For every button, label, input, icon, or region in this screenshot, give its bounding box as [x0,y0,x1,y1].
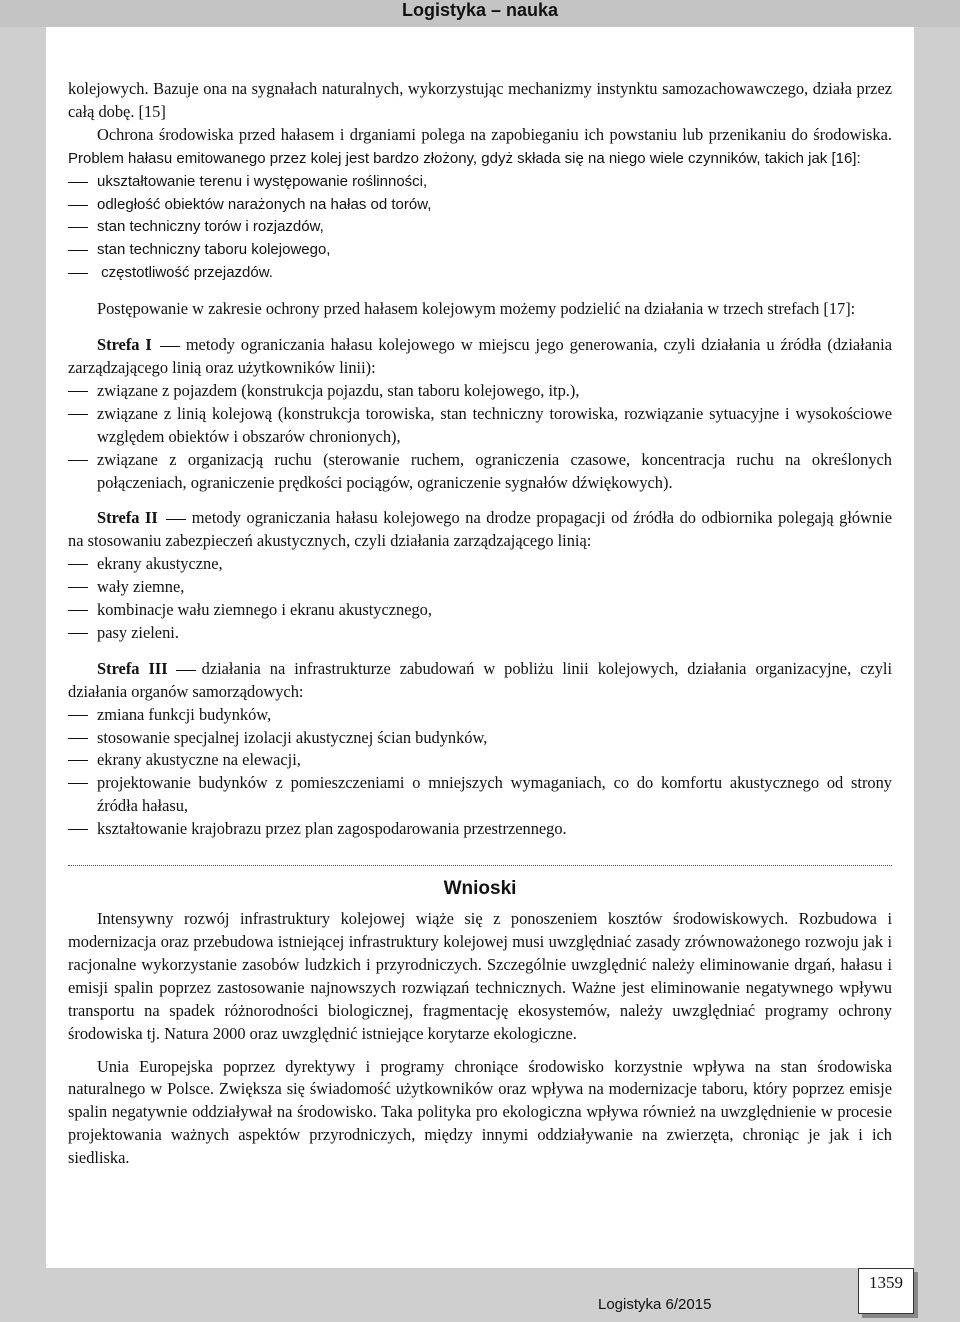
paragraph-protection-b: Problem hałasu emitowanego przez kolej jest bardzo złożony, gdyż składa się na niego wiele czynników, takich jak [16]: [68,149,861,167]
list-item: stan techniczny taboru kolejowego, [68,239,892,262]
dash-bullet-icon [68,564,88,565]
conclusions-paragraph-2: Unia Europejska poprzez dyrektywy i programy chroniące środowisko korzystnie wpływa na stan środowiska naturalnego w Polsce. Zwiększa się świadomość użytkowników oraz wpływa na modernizacje taboru, który poprzez emisje spalin negatywnie oddziaływał na środowisko. Taka polityka pro ekologiczna wpływa również na uwzględnienie w procesie projektowania ważnych aspektów przyrodniczych, między innymi oddziaływanie na zwierzęta, chroniąc je jak i ich siedliska. [68,1056,892,1168]
list-item: wały ziemne, [68,576,892,599]
strefa-2-label: Strefa II [97,508,158,528]
strefa-3-text: działania na infrastrukturze zabudowań w pobliżu linii kolejowych, działania organizacyjne, czyli działania organów samorządowych: [68,658,893,701]
strefa-2-text: metody ograniczania hałasu kolejowego na drodze propagacji od źródła do odbiornika polegają głównie na stosowaniu zabezpieczeń akustycznych, czyli działania zarządzającego linią: [68,508,892,551]
dash-icon [166,519,186,520]
list-item: ekrany akustyczne, [68,553,892,576]
dash-bullet-icon [68,783,88,784]
list-item: ukształtowanie terenu i występowanie roślinności, [68,171,892,194]
strefa-2-list [68,553,892,645]
strefa-3-label: Strefa III [97,658,168,678]
dash-bullet-icon [68,273,88,274]
list-item: związane z linią kolejową (konstrukcja torowiska, stan techniczny torowiska, rozwiązanie sytuacyjne i wysokościowe względem obiektów i obszarów chronionych), [68,403,892,449]
footer-band [0,1268,960,1322]
strefa-3-list [68,704,892,841]
dash-bullet-icon [68,829,88,830]
conclusions-paragraph-1: Intensywny rozwój infrastruktury kolejowej wiąże się z ponoszeniem kosztów środowiskowych. Rozbudowa i modernizacja oraz przebudowa istniejącej infrastruktury kolejowej musi uwzględniać zasady zrównoważonego rozwoju jak i racjonalne wykorzystanie zasobów ludzkich i przyrodniczych. Szczególnie uwzględnić należy eliminowanie drgań, hałasu i emisji spalin poprzez zastosowanie najnowszych rozwiązań technicznych. Ważne jest eliminowanie negatywnego wpływu transportu na spadek różnorodności biologicznej, fragmentację ekosystemów, należy uwzględniać programy ochrony środowiska tj. Natura 2000 oraz uwzględnić istniejące korytarze ekologiczne. [68,909,892,1043]
dash-bullet-icon [68,414,88,415]
dash-bullet-icon [68,182,88,183]
body-text [68,78,892,1170]
list-item: kombinacje wału ziemnego i ekranu akustycznego, [68,599,892,622]
factors-list [68,171,892,286]
dash-bullet-icon [68,587,88,588]
list-item: związane z pojazdem (konstrukcja pojazdu, stan taboru kolejowego, itp.), [68,380,892,403]
section-title-wnioski: Wnioski [443,878,517,900]
list-item: ekrany akustyczne na elewacji, [68,749,892,772]
dash-icon [176,670,196,671]
strefa-3-paragraph [68,658,892,704]
section-divider [68,865,892,866]
dash-bullet-icon [68,738,88,739]
dash-bullet-icon [68,760,88,761]
list-item: pasy zieleni. [68,622,892,645]
running-header: Logistyka – nauka [401,0,559,20]
footer-journal-name: Logistyka 6/2015 [598,1296,712,1313]
right-margin-band [914,0,960,1322]
left-margin-band [0,0,46,1322]
dash-bullet-icon [68,391,88,392]
dash-bullet-icon [68,715,88,716]
strefa-2-paragraph [68,507,892,553]
strefa-1-list [68,380,892,495]
list-item: częstotliwość przejazdów. [68,262,892,285]
dash-icon [160,346,180,347]
strefa-1-label: Strefa I [97,335,152,355]
paragraph-zones-intro: Postępowanie w zakresie ochrony przed hałasem kolejowym możemy podzielić na działania w trzech strefach [17]: [97,299,856,319]
dash-bullet-icon [68,610,88,611]
strefa-1-paragraph [68,334,892,380]
list-item: odległość obiektów narażonych na hałas od torów, [68,194,892,217]
dash-bullet-icon [68,633,88,634]
dash-bullet-icon [68,250,88,251]
list-item: zmiana funkcji budynków, [68,704,892,727]
dash-bullet-icon [68,205,88,206]
dash-bullet-icon [68,227,88,228]
paragraph-protection [68,124,892,171]
list-item: stosowanie specjalnej izolacji akustycznej ścian budynków, [68,727,892,750]
paragraph-protection-a: Ochrona środowiska przed hałasem i drganiami polega na zapobieganiu ich powstaniu lub przenikaniu do środowiska. [97,124,892,144]
list-item: projektowanie budynków z pomieszczeniami o mniejszych wymaganiach, co do komfortu akustycznego od strony źródła hałasu, [68,772,892,818]
list-item: związane z organizacją ruchu (sterowanie ruchem, ograniczenia czasowe, koncentracja ruchu na określonych połączeniach, ograniczenie prędkości pociągów, ograniczenie sygnałów dźwiękowych). [68,449,892,495]
content-area [46,27,914,1268]
list-item: stan techniczny torów i rozjazdów, [68,216,892,239]
list-item: kształtowanie krajobrazu przez plan zagospodarowania przestrzennego. [68,818,892,841]
page-number: 1359 [858,1268,914,1314]
strefa-1-text: metody ograniczania hałasu kolejowego w miejscu jego generowania, czyli działania u źródła (działania zarządzającego linią oraz użytkowników linii): [68,335,892,377]
dash-bullet-icon [68,460,88,461]
paragraph-continuation: kolejowych. Bazuje ona na sygnałach naturalnych, wykorzystując mechanizmy instynktu samozachowawczego, działa przez całą dobę. [15] [68,79,892,121]
